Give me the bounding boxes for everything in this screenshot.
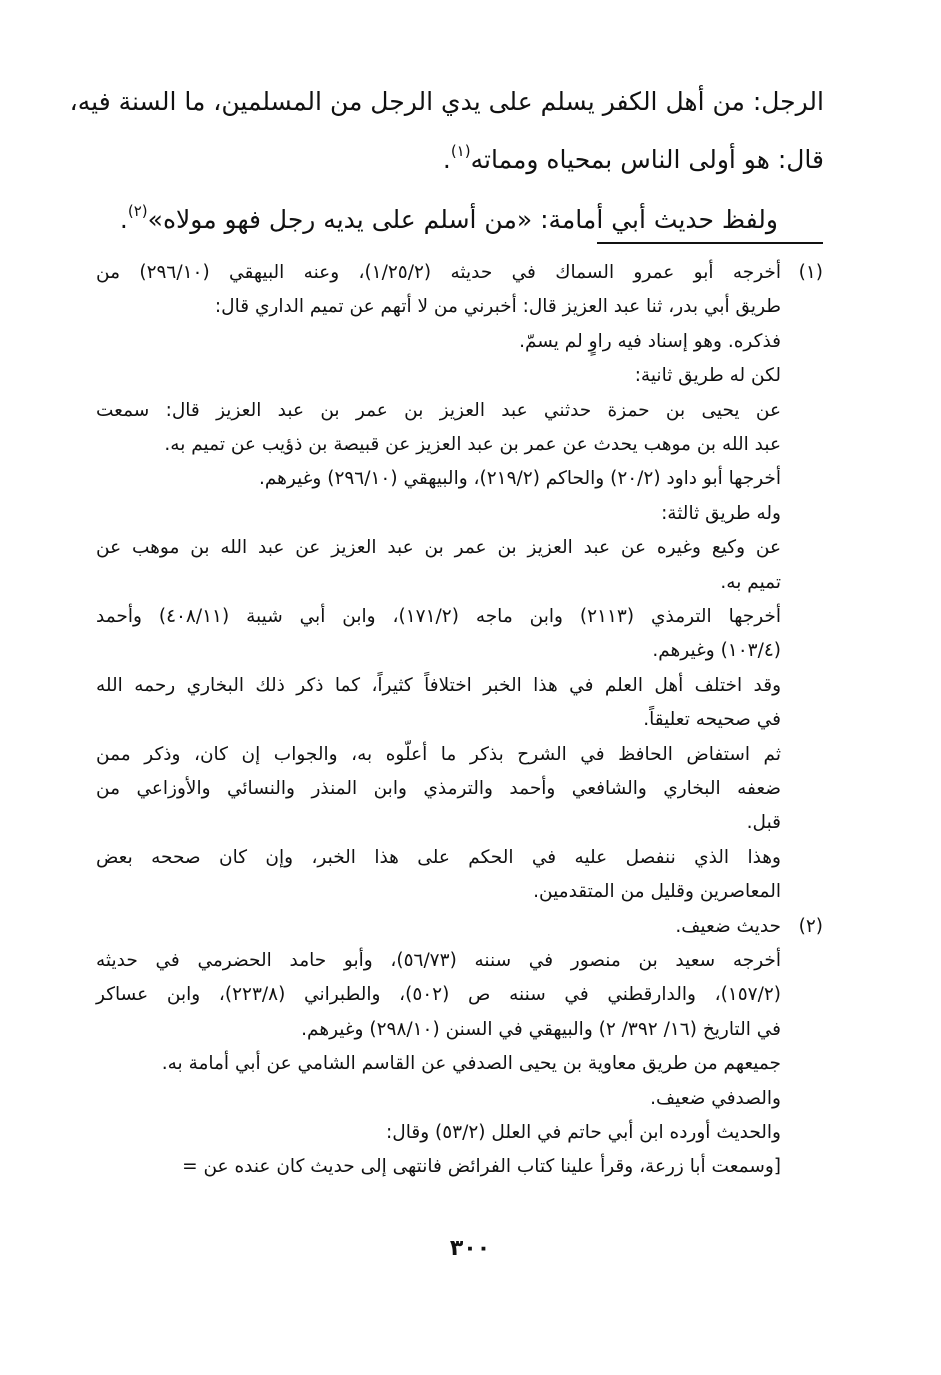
main-text-line-3 bbox=[98, 187, 778, 244]
footnote-separator bbox=[597, 242, 823, 244]
footnote-line: (١٠٣/٤) وغيرهم. bbox=[652, 640, 781, 662]
footnote-line: جميعهم من طريق معاوية بن يحيى الصدفي عن القاسم الشامي عن أبي أمامة به. bbox=[161, 1053, 781, 1075]
footnote-line: قبل. bbox=[746, 812, 781, 834]
page-number: ٣٠٠ bbox=[449, 1236, 491, 1261]
footnote-line: وقد اختلف أهل العلم في هذا الخبر اختلافاً كثيراً، كما ذكر ذلك البخاري رحمه الله bbox=[96, 674, 781, 696]
footnote-line: [وسمعت أبا زرعة، وقرأ علينا كتاب الفرائض فانتهى إلى حديث كان عنده عن = bbox=[182, 1156, 781, 1178]
footnote-line: في صحيحه تعليقاً. bbox=[643, 709, 781, 731]
footnote-line: تميم به. bbox=[720, 571, 781, 593]
main-text-line-1-content: الرجل: من أهل الكفر يسلم على يدي الرجل من المسلمين، ما السنة فيه، bbox=[69, 87, 824, 116]
footnote-line: أخرجها الترمذي (٢١١٣) وابن ماجه (١٧١/٢)، وابن أبي شيبة (٤٠٨/١١) وأحمد bbox=[96, 606, 781, 627]
footnote-ref-2[interactable]: (٢) bbox=[127, 202, 148, 220]
footnote-line: في التاريخ (١٦/ ٣٩٢/ ٢) والبيهقي في السنن (٢٩٨/١٠) وغيرهم. bbox=[301, 1018, 781, 1040]
footnote-line: فذكره. وهو إسناد فيه راوٍ لم يسمّ. bbox=[519, 330, 781, 352]
footnote-line: لكن له طريق ثانية: bbox=[634, 365, 781, 387]
footnote-line: حديث ضعيف. bbox=[675, 915, 781, 937]
footnote-line: أخرجه سعيد بن منصور في سننه (٥٦/٧٣)، وأبو حامد الحضرمي في حديثه bbox=[96, 950, 781, 971]
footnote-line: والحديث أورده ابن أبي حاتم في العلل (٥٣/٢) وقال: bbox=[386, 1122, 781, 1143]
footnote-line: أخرجها أبو داود (٢٠/٢) والحاكم (٢١٩/٢)، والبيهقي (٢٩٦/١٠) وغيرهم. bbox=[258, 468, 781, 490]
footnote-line: والصدفي ضعيف. bbox=[650, 1087, 781, 1109]
footnote-line: ضعفه البخاري والشافعي وأحمد والترمذي وابن المنذر والنسائي والأوزاعي من bbox=[96, 778, 781, 799]
main-text-line-2-content: قال: هو أولى الناس بمحياه ومماته bbox=[470, 145, 824, 174]
footnote-line: عبد الله بن موهب يحدث عن عمر بن عبد العزيز عن قبيصة بن ذؤيب عن تميم به. bbox=[164, 434, 781, 455]
footnote-ref-1[interactable]: (١) bbox=[450, 142, 471, 160]
footnote-line: ثم استفاض الحافظ في الشرح بذكر ما أعلّوه به، والجواب إن كان، وذكر ممن bbox=[96, 743, 781, 765]
footnote-line: المعاصرين وقليل من المتقدمين. bbox=[533, 881, 781, 903]
footnote-marker: (٢) bbox=[798, 915, 823, 937]
full-stop: . bbox=[119, 205, 128, 234]
main-text-line-2 bbox=[104, 127, 824, 184]
footnote-line: وله طريق ثالثة: bbox=[661, 502, 781, 524]
full-stop: . bbox=[442, 145, 451, 174]
main-text-line-1 bbox=[69, 78, 824, 126]
footnote-line: أخرجه أبو عمرو السماك في حديثه (١/٢٥/٢)، وعنه البيهقي (٢٩٦/١٠) من bbox=[96, 262, 781, 283]
footnote-line: وهذا الذي ننفصل عليه في الحكم على هذا الخبر، وإن كان صححه بعض bbox=[96, 846, 781, 868]
main-text-line-3-content: ولفظ حديث أبي أمامة: «من أسلم على يديه رجل فهو مولاه» bbox=[147, 205, 778, 234]
footnote-line: عن وكيع وغيره عن عبد العزيز بن عمر بن عبد العزيز عن عبد الله بن موهب عن bbox=[96, 537, 781, 559]
footnote-line: (١٥٧/٢)، والدارقطني في سننه ص (٥٠٢)، والطبراني (٢٢٣/٨)، وابن عساكر bbox=[96, 984, 781, 1006]
footnote-line: طريق أبي بدر، ثنا عبد العزيز قال: أخبرني من لا أتهم عن تميم الداري قال: bbox=[214, 296, 781, 318]
footnote-marker: (١) bbox=[798, 262, 823, 283]
footnote-line: عن يحيى بن حمزة حدثني عبد العزيز بن عمر بن عبد العزيز قال: سمعت bbox=[96, 399, 781, 421]
